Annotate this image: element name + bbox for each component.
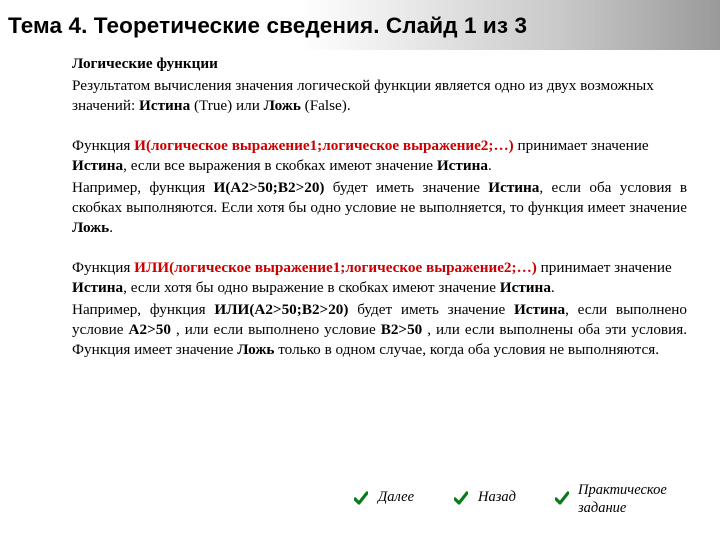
and-def-true-2: Истина bbox=[436, 157, 488, 174]
practice-label-line2: задание bbox=[578, 500, 627, 516]
page-title: Тема 4. Теоретические сведения. Слайд 1 из 3 bbox=[8, 13, 528, 38]
next-button[interactable] bbox=[354, 489, 414, 506]
back-button[interactable] bbox=[454, 489, 516, 506]
or-ex-text-4: , или если выполнено условие bbox=[170, 321, 381, 338]
or-ex-text-1: Например, функция bbox=[72, 301, 215, 318]
next-label: Далее bbox=[378, 489, 415, 505]
and-def-text-1: Функция bbox=[72, 137, 135, 154]
and-def-text-4: . bbox=[487, 157, 492, 174]
and-ex-formula: И(A2>50;B2>20) bbox=[213, 179, 325, 196]
back-label: Назад bbox=[478, 489, 516, 505]
and-ex-text-1: Например, функция bbox=[72, 179, 214, 196]
or-def-text-2: принимает значение bbox=[536, 259, 672, 276]
and-ex-text-4: . bbox=[109, 219, 113, 236]
or-def-text-1: Функция bbox=[72, 259, 135, 276]
or-ex-text-6: только в одном случае, когда оба условия не выполняются. bbox=[274, 341, 660, 358]
and-ex-text-2: будет иметь значение bbox=[324, 179, 489, 196]
intro-text-2: (True) или bbox=[190, 97, 264, 114]
or-ex-text-3: , если выполнено условие bbox=[72, 301, 687, 338]
or-def-true-2: Истина bbox=[499, 279, 551, 296]
intro-true-term: Истина bbox=[139, 97, 191, 114]
or-def-text-4: . bbox=[550, 279, 555, 296]
slide-content bbox=[72, 54, 687, 360]
or-ex-text-5: , или если выполнены оба эти условия. Функция имеет значение bbox=[72, 321, 688, 358]
title-bar bbox=[0, 0, 720, 50]
or-definition-paragraph bbox=[72, 258, 687, 298]
or-function-syntax: ИЛИ(логическое выражение1;логическое выражение2;…) bbox=[134, 259, 537, 276]
practice-label-line1: Практическое bbox=[578, 482, 667, 498]
and-def-text-2: принимает значение bbox=[513, 137, 649, 154]
or-def-true-1: Истина bbox=[72, 279, 124, 296]
and-def-true-1: Истина bbox=[72, 157, 124, 174]
or-example-paragraph bbox=[72, 300, 687, 360]
checkmark-bullet-icon bbox=[354, 491, 368, 505]
checkmark-bullet-icon bbox=[454, 491, 468, 505]
checkmark-bullet-icon bbox=[555, 491, 569, 505]
and-ex-false: Ложь bbox=[72, 219, 110, 236]
or-ex-false: Ложь bbox=[237, 341, 275, 358]
practice-task-button[interactable] bbox=[578, 481, 708, 517]
or-ex-cond-a2: A2>50 bbox=[128, 321, 171, 338]
or-ex-text-2: будет иметь значение bbox=[348, 301, 514, 318]
intro-paragraph bbox=[72, 76, 687, 116]
and-example-paragraph bbox=[72, 178, 687, 238]
and-definition-paragraph bbox=[72, 136, 687, 176]
intro-text-3: (False). bbox=[300, 97, 351, 114]
or-def-text-3: , если хотя бы одно выражение в скобках имеют значение bbox=[123, 279, 500, 296]
and-ex-text-3: , если оба условия в скобках выполняются. Если хотя бы одно условие не выполняется, то функция имеет значение bbox=[72, 179, 687, 216]
intro-text-1: Результатом вычисления значения логической функции является одно из двух возможных значений: bbox=[72, 77, 654, 114]
and-def-text-3: , если все выражения в скобках имеют значение bbox=[123, 157, 437, 174]
section-subtitle: Логические функции bbox=[72, 55, 218, 72]
intro-false-term: Ложь bbox=[263, 97, 301, 114]
or-ex-cond-b2: B2>50 bbox=[380, 321, 423, 338]
or-ex-formula: ИЛИ(A2>50;B2>20) bbox=[214, 301, 349, 318]
or-ex-true: Истина bbox=[513, 301, 566, 318]
and-function-syntax: И(логическое выражение1;логическое выражение2;…) bbox=[134, 137, 514, 154]
and-ex-true: Истина bbox=[488, 179, 540, 196]
